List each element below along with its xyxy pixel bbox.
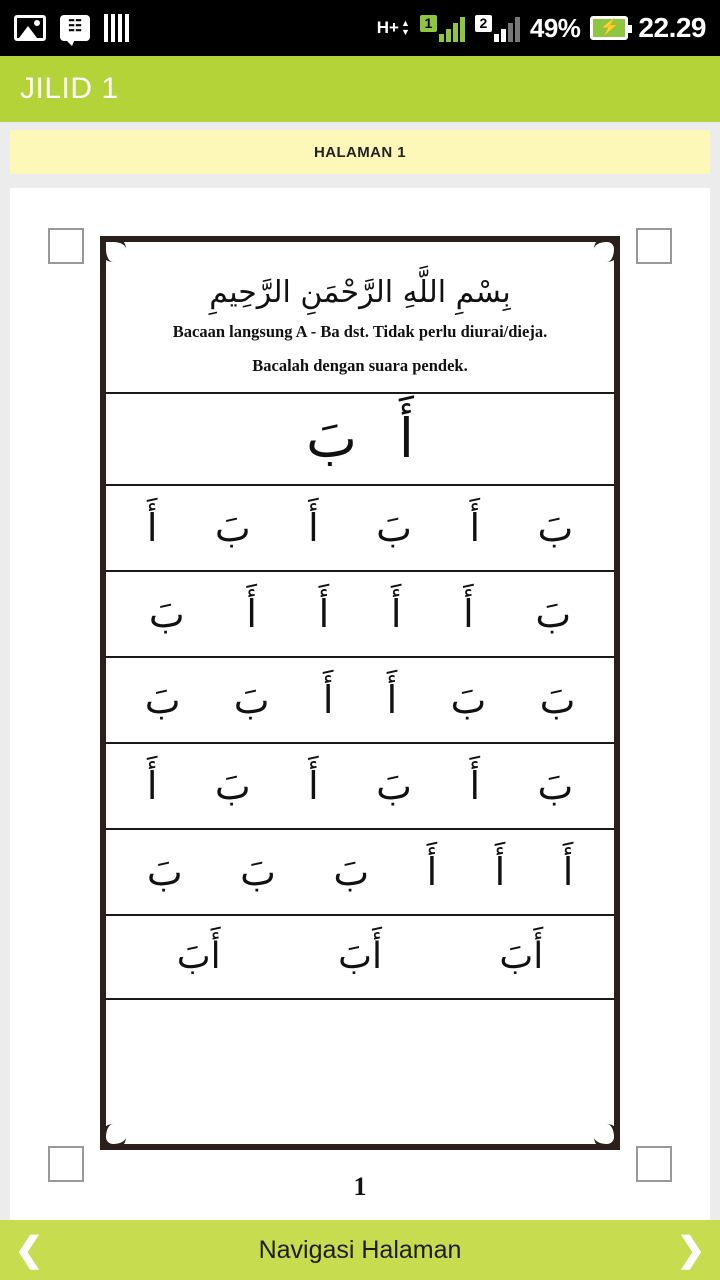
data-arrows-icon: ▲ ▼ [400, 18, 410, 37]
lesson-cell: أَ [246, 591, 257, 636]
basmalah-calligraphy: بِسْمِ اللَّهِ الرَّحْمَنِ الرَّحِيمِ [209, 275, 511, 310]
halaman-banner [10, 130, 710, 174]
sim2-signal-icon [475, 15, 520, 42]
navigasi-halaman-label[interactable]: Navigasi Halaman [258, 1235, 462, 1264]
lesson-cell: بَ [214, 763, 251, 808]
page-title: JILID 1 [20, 72, 119, 105]
lesson-cell: بَ [146, 849, 183, 894]
lesson-cell: أَبَ [338, 936, 382, 978]
lesson-cell: أَ [146, 763, 158, 808]
sim1-signal-bars [439, 16, 465, 42]
lesson-cell: أَبَ [499, 936, 544, 978]
bottom-navigation-bar [0, 1220, 720, 1280]
lesson-cell: أَ [562, 849, 574, 894]
lesson-frame [100, 236, 620, 1150]
lesson-cell: أَ [146, 505, 158, 550]
lesson-sheet[interactable] [10, 188, 710, 1220]
frame-notch-top-left [100, 236, 126, 262]
frame-notch-top-right [594, 236, 620, 262]
frame-notch-bottom-left [100, 1124, 126, 1150]
lesson-cell: بَ [306, 407, 357, 471]
lesson-row [106, 914, 614, 1000]
previous-page-button[interactable]: ❮ [14, 1231, 44, 1269]
lesson-cell: بَ [233, 677, 270, 722]
bbm-icon: ☷ [60, 15, 90, 41]
lesson-rows [106, 392, 614, 1000]
lesson-cell: أَ [308, 763, 319, 808]
lesson-cell: أَ [318, 591, 330, 636]
lesson-row [106, 570, 614, 656]
lesson-row [106, 392, 614, 484]
status-bar-left-icons [14, 14, 134, 42]
lesson-cell: بَ [214, 505, 251, 550]
instruction-line-1: Bacaan langsung A - Ba dst. Tidak perlu diurai/dieja. [172, 322, 548, 341]
sim1-badge: 1 [420, 15, 437, 32]
lesson-cell: أَ [386, 677, 398, 722]
signal-bars-icon [104, 14, 134, 42]
status-bar [0, 0, 720, 56]
next-page-button[interactable]: ❯ [676, 1231, 706, 1269]
lesson-cell: أَ [308, 505, 319, 550]
app-bar [0, 56, 720, 122]
sim2-badge: 2 [475, 15, 492, 32]
lesson-cell: أَ [426, 849, 438, 894]
lesson-cell: أَ [322, 677, 334, 722]
lesson-cell: أَ [398, 407, 414, 471]
lesson-cell: أَ [463, 591, 474, 636]
network-type-label: H+ [376, 18, 399, 37]
lesson-cell: أَ [469, 505, 480, 550]
lesson-cell: بَ [240, 849, 276, 894]
corner-mark-top-right [636, 228, 672, 264]
lesson-cell: بَ [537, 763, 574, 808]
lesson-cell: بَ [535, 591, 572, 636]
lesson-cell: بَ [539, 677, 576, 722]
content-area[interactable] [0, 174, 720, 1220]
lesson-cell: أَ [390, 591, 402, 636]
lesson-cell: بَ [144, 677, 181, 722]
gallery-icon [14, 15, 46, 41]
sim2-signal-bars [494, 16, 520, 42]
lesson-row [106, 656, 614, 742]
lesson-cell: أَ [494, 849, 506, 894]
status-bar-right-icons [377, 12, 706, 44]
lesson-cell: بَ [333, 849, 370, 894]
lesson-row [106, 742, 614, 828]
lesson-cell: بَ [537, 505, 574, 550]
network-type-icon [377, 18, 410, 38]
corner-mark-top-left [48, 228, 84, 264]
lesson-cell: بَ [376, 505, 412, 550]
battery-percent-label: 49% [529, 12, 581, 43]
lesson-cell: أَ [469, 763, 480, 808]
sheet-page-number: 1 [353, 1172, 367, 1201]
battery-charging-icon [590, 16, 628, 40]
frame-notch-bottom-right [594, 1124, 620, 1150]
lesson-cell: بَ [148, 591, 185, 636]
status-bar-clock: 22.29 [638, 12, 706, 43]
lesson-cell: بَ [450, 677, 487, 722]
lesson-row [106, 828, 614, 914]
instruction-line-2: Bacalah dengan suara pendek. [252, 356, 468, 376]
halaman-label: HALAMAN 1 [314, 143, 406, 161]
lesson-cell: أَبَ [176, 936, 221, 978]
lesson-cell: بَ [376, 763, 412, 808]
lesson-row [106, 484, 614, 570]
charging-bolt-icon: ⚡ [599, 19, 620, 36]
sim1-signal-icon [420, 15, 465, 42]
